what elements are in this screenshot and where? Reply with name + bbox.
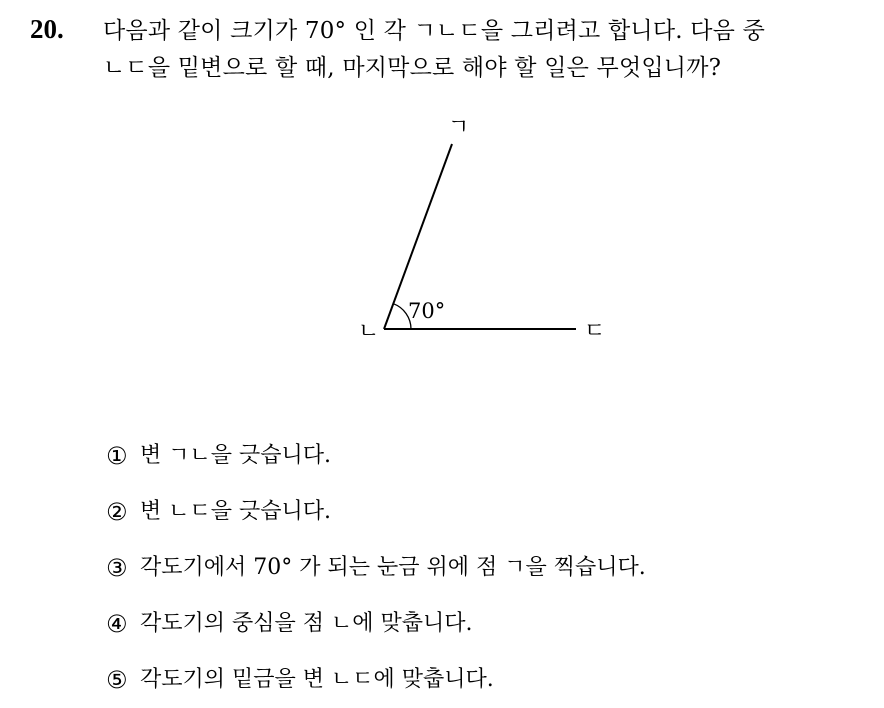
question-text: 다음과 같이 크기가 70° 인 각 ㄱㄴㄷ을 그리려고 합니다. 다음 중 ㄴㄷ을 밑변으로 할 때, 마지막으로 해야 할 일은 무엇입니까? [103,18,766,81]
question-number: 20. [30,14,64,44]
vertex-label-nieun: ㄴ [358,319,380,344]
answer-choices [106,428,866,708]
angle-diagram [340,112,630,352]
angle-figure [340,112,630,352]
choice-3[interactable] [106,540,866,596]
choice-marker: ⑤ [106,666,128,694]
choice-marker: ① [106,442,128,470]
choice-marker: ② [106,498,128,526]
choice-text: 변 ㄱㄴ을 긋습니다. [140,443,331,468]
vertex-label-digeut: ㄷ [584,319,606,344]
choice-1[interactable] [106,428,866,484]
choice-4[interactable] [106,596,866,652]
choice-marker: ③ [106,554,128,582]
choice-text: 각도기의 밑금을 변 ㄴㄷ에 맞춥니다. [140,667,494,692]
choice-text: 각도기의 중심을 점 ㄴ에 맞춥니다. [140,611,473,636]
vertex-label-giyeok: ㄱ [448,115,470,140]
choice-text: 변 ㄴㄷ을 긋습니다. [140,499,331,524]
angle-value-label: 70° [408,299,446,323]
choice-text: 각도기에서 70° 가 되는 눈금 위에 점 ㄱ을 찍습니다. [140,555,646,580]
choice-marker: ④ [106,610,128,638]
choice-5[interactable] [106,652,866,708]
choice-2[interactable] [106,484,866,540]
